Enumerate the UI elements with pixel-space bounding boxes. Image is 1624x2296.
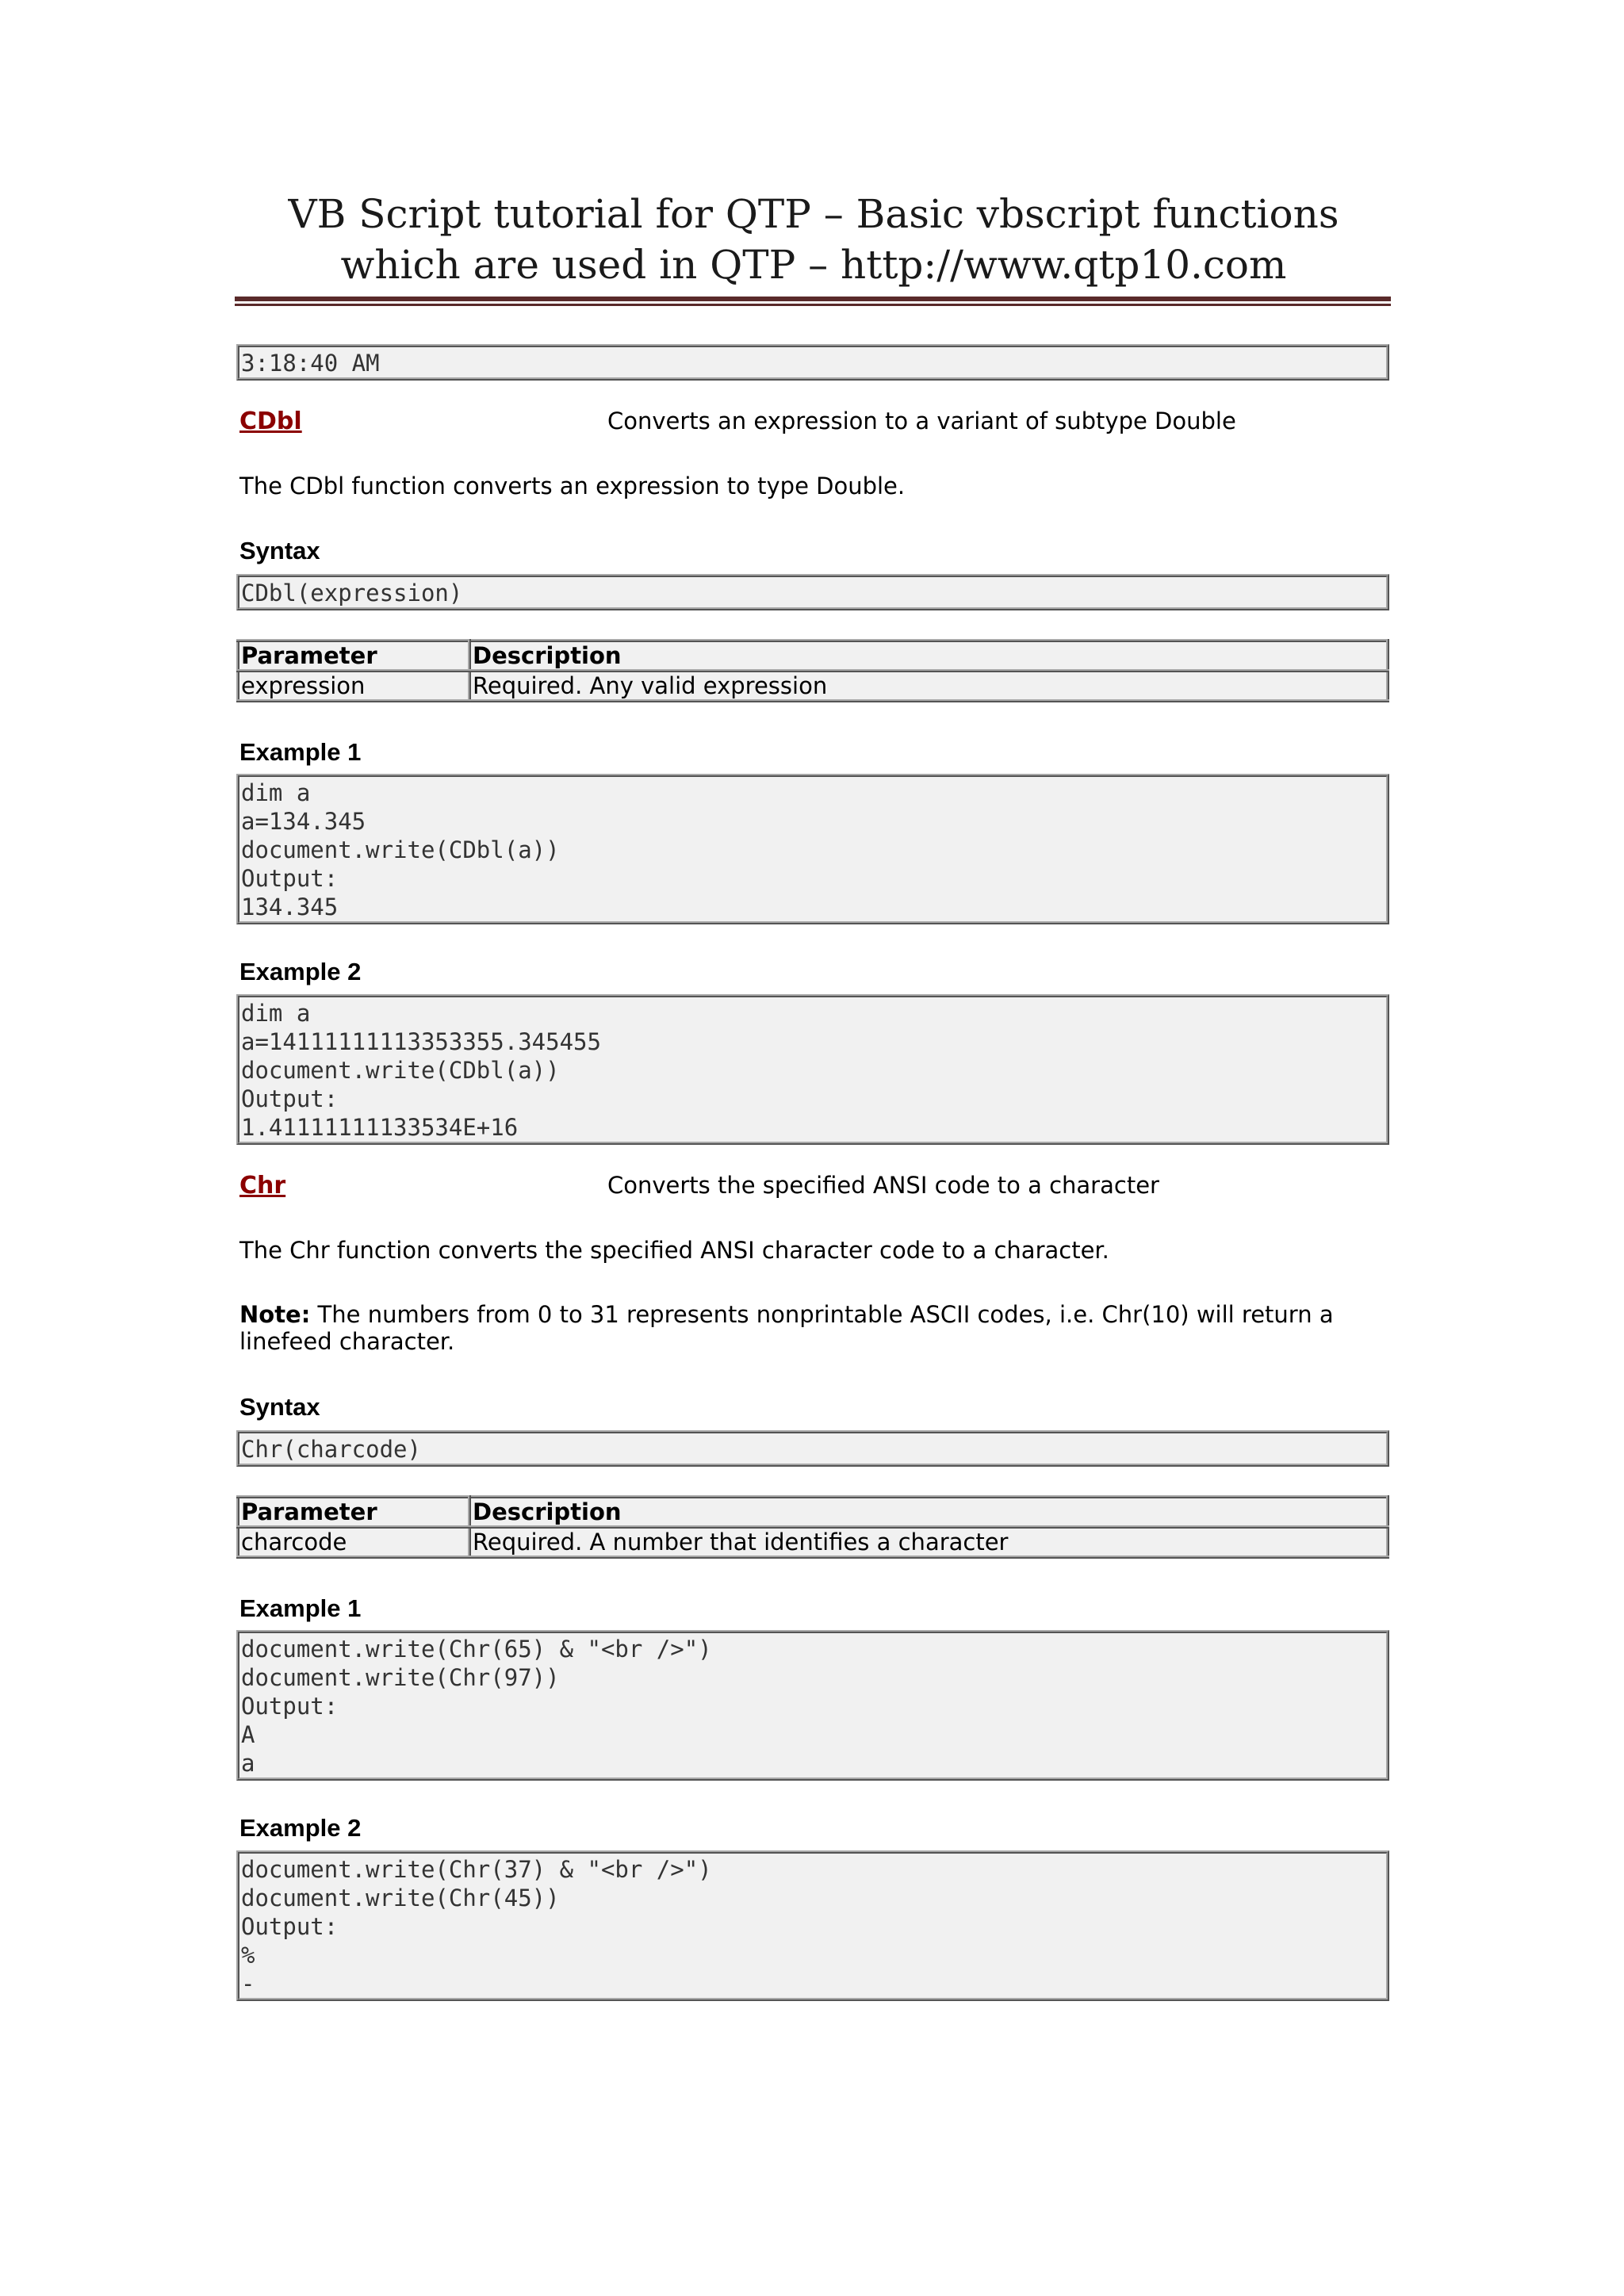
chr-syntax-heading: Syntax bbox=[239, 1393, 320, 1421]
table-cell: charcode bbox=[238, 1527, 469, 1557]
cdbl-example2-heading: Example 2 bbox=[239, 958, 362, 985]
table-row bbox=[238, 671, 1388, 701]
chr-example2-code: document.write(Chr(37) & "<br />") document.write(Chr(45)) Output: % - bbox=[236, 1850, 1389, 2001]
table-header-cell: Description bbox=[469, 1497, 1388, 1527]
cdbl-intro: The CDbl function converts an expression to type Double. bbox=[239, 473, 906, 499]
table-cell: Required. A number that identifies a character bbox=[469, 1527, 1388, 1557]
cdbl-example1-heading: Example 1 bbox=[239, 738, 362, 766]
note-text: The numbers from 0 to 31 represents nonprintable ASCII codes, i.e. Chr(10) will return a linefeed character. bbox=[239, 1301, 1334, 1355]
table-row bbox=[238, 1527, 1388, 1557]
cdbl-link[interactable]: CDbl bbox=[239, 408, 302, 435]
table-header-row bbox=[238, 641, 1388, 671]
chr-summary: Converts the specified ANSI code to a character bbox=[607, 1172, 1159, 1199]
table-header-row bbox=[238, 1497, 1388, 1527]
cdbl-example2-code: dim a a=14111111113353355.345455 document.write(CDbl(a)) Output: 1.41111111133534E+16 bbox=[236, 994, 1389, 1145]
table-header-cell: Description bbox=[469, 641, 1388, 671]
chr-note bbox=[239, 1301, 1389, 1355]
chr-link[interactable]: Chr bbox=[239, 1172, 286, 1200]
chr-example2-heading: Example 2 bbox=[239, 1814, 362, 1842]
table-header-cell: Parameter bbox=[238, 1497, 469, 1527]
chr-intro: The Chr function converts the specified ANSI character code to a character. bbox=[239, 1237, 1109, 1264]
title-rule bbox=[235, 297, 1391, 301]
cdbl-parameter-table bbox=[236, 639, 1389, 702]
note-label: Note: bbox=[239, 1301, 311, 1328]
table-cell: expression bbox=[238, 671, 469, 701]
table-header-cell: Parameter bbox=[238, 641, 469, 671]
chr-example1-code: document.write(Chr(65) & "<br />") document.write(Chr(97)) Output: A a bbox=[236, 1630, 1389, 1781]
chr-example1-heading: Example 1 bbox=[239, 1594, 362, 1622]
cdbl-summary: Converts an expression to a variant of subtype Double bbox=[607, 408, 1236, 434]
chr-parameter-table bbox=[236, 1495, 1389, 1559]
chr-syntax-box: Chr(charcode) bbox=[236, 1430, 1389, 1467]
time-box: 3:18:40 AM bbox=[236, 344, 1389, 381]
table-cell: Required. Any valid expression bbox=[469, 671, 1388, 701]
cdbl-syntax-box: CDbl(expression) bbox=[236, 574, 1389, 610]
page-title: VB Script tutorial for QTP – Basic vbscript functions which are used in QTP – http://www.qtp10.com bbox=[288, 191, 1339, 288]
cdbl-syntax-heading: Syntax bbox=[239, 537, 320, 564]
cdbl-example1-code: dim a a=134.345 document.write(CDbl(a)) Output: 134.345 bbox=[236, 774, 1389, 924]
title-rule-thin bbox=[235, 304, 1391, 306]
